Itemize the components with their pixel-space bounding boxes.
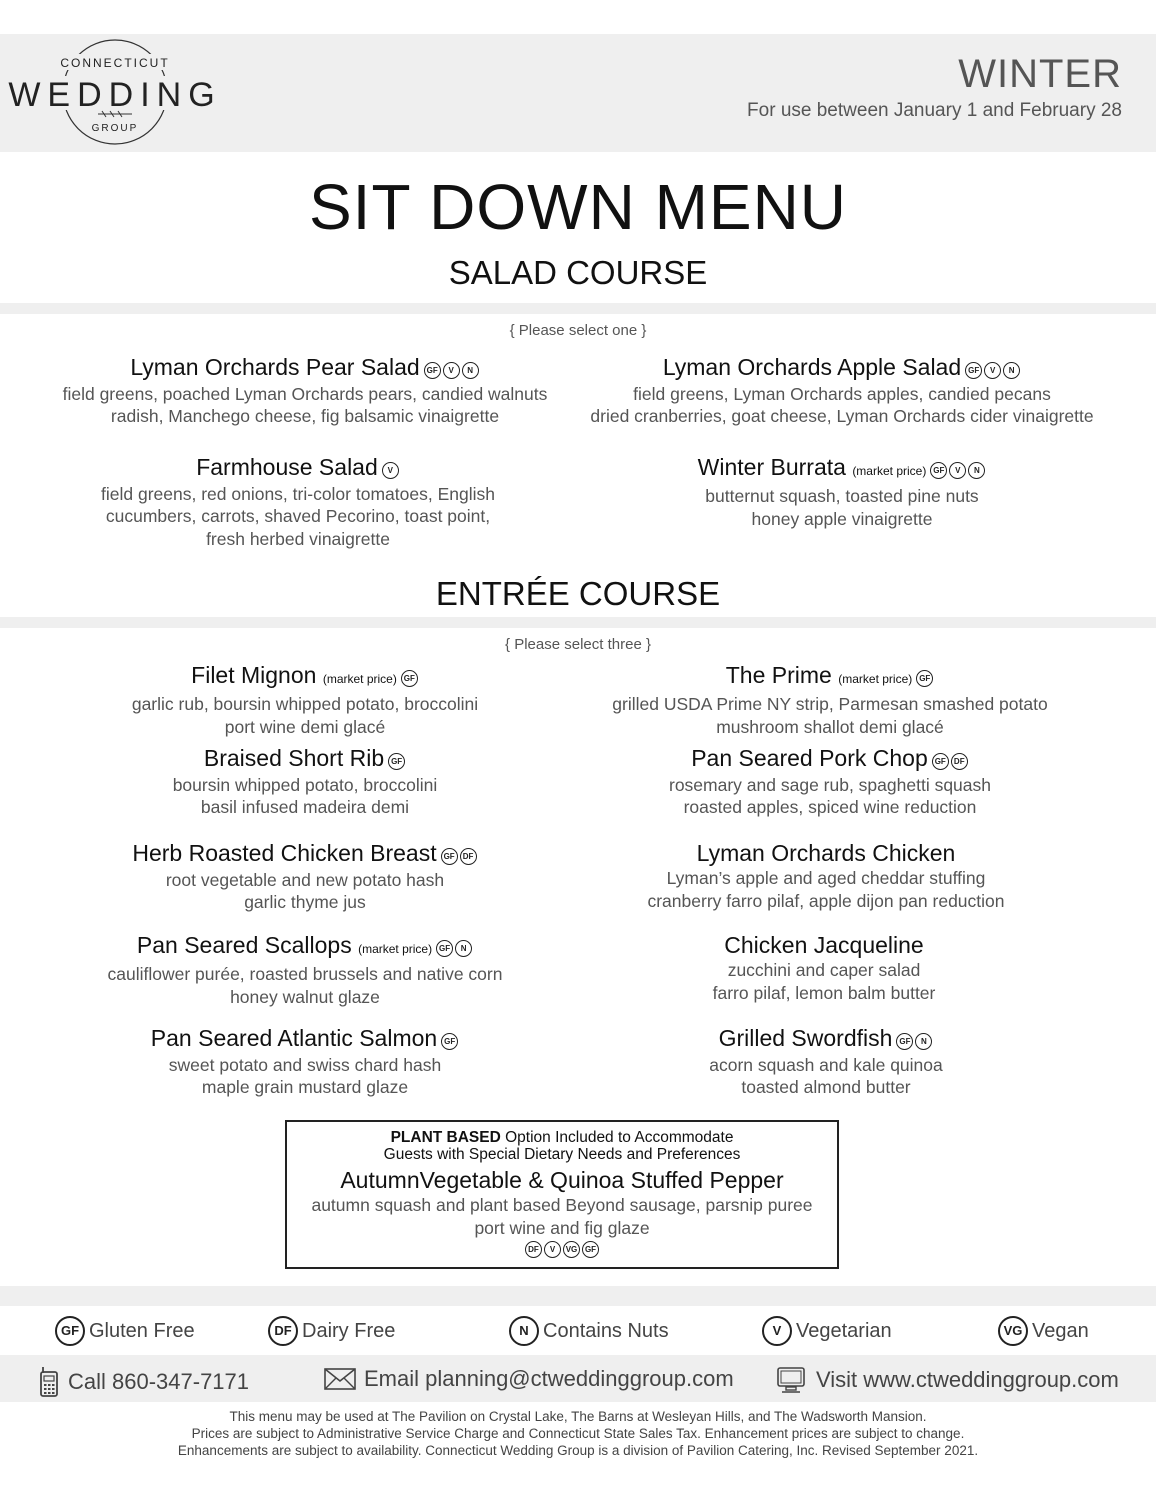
menu-item-desc: radish, Manchego cheese, fig balsamic vinaigrette (110, 406, 500, 427)
menu-item-desc: roasted apples, spiced wine reduction (683, 797, 977, 818)
market-price-note: (market price) (852, 464, 927, 478)
gf-icon: GF (932, 753, 949, 770)
contact-email-text: Email planning@ctweddinggroup.com (364, 1366, 734, 1391)
salad-divider (0, 303, 1156, 314)
plant-based-box (285, 1120, 839, 1269)
menu-item-desc: root vegetable and new potato hash (165, 869, 445, 890)
menu-item-name: Farmhouse Salad (196, 454, 378, 480)
legend-band (0, 1286, 1156, 1306)
menu-item-desc: butternut squash, toasted pine nuts (705, 486, 979, 506)
footer-line-1: This menu may be used at The Pavilion on Crystal Lake, The Barns at Wesleyan Hills, and The Wadsworth Mansion. (229, 1409, 927, 1424)
contact-visit-text: Visit www.ctweddinggroup.com (816, 1367, 1119, 1392)
menu-item-desc: farro pilaf, lemon balm butter (712, 982, 936, 1003)
gf-icon: GF (441, 1033, 458, 1050)
salad-select-note: { Please select one } (509, 322, 647, 339)
plant-badges (287, 1241, 837, 1259)
diet-badges (929, 455, 986, 483)
menu-item-title (35, 353, 575, 383)
gf-icon: GF (424, 362, 441, 379)
plant-dish-name: AutumnVegetable & Quinoa Stuffed Pepper (340, 1167, 784, 1193)
entree-course-title: ENTRÉE COURSE (435, 575, 721, 612)
v-icon: V (984, 362, 1001, 379)
legend-label: Gluten Free (89, 1319, 195, 1342)
menu-item (35, 353, 575, 428)
menu-item-name: The Prime (725, 662, 832, 688)
legend-gluten-free (55, 1316, 195, 1346)
menu-item-name: Winter Burrata (697, 454, 846, 480)
menu-item-desc: honey walnut glaze (230, 986, 380, 1007)
gf-icon: GF (441, 848, 458, 865)
gf-icon: GF (401, 670, 418, 687)
menu-item-title (560, 661, 1100, 693)
footer-notes (0, 1408, 1156, 1459)
menu-item-desc: garlic thyme jus (244, 892, 366, 913)
menu-item-name: Grilled Swordfish (718, 1025, 893, 1051)
menu-item-title (554, 931, 1094, 959)
menu-item-title (28, 453, 568, 483)
menu-item-title (35, 931, 575, 963)
season-title: WINTER (958, 52, 1122, 96)
plant-bold: PLANT BASED (390, 1129, 501, 1146)
diet-badges (915, 663, 934, 691)
menu-item (572, 453, 1112, 530)
diet-badges (440, 841, 478, 869)
legend-label: Dairy Free (302, 1319, 396, 1342)
gf-icon: GF (582, 1241, 599, 1258)
n-icon: N (915, 1033, 932, 1050)
diet-badges (435, 933, 473, 961)
menu-item-desc: cranberry farro pilaf, apple dijon pan reduction (647, 890, 1005, 911)
legend-label: Vegetarian (796, 1319, 892, 1342)
menu-item-desc: maple grain mustard glaze (201, 1077, 409, 1098)
menu-item (35, 1024, 575, 1099)
legend-contains-nuts (509, 1316, 669, 1346)
menu-item-desc: boursin whipped potato, broccolini (172, 774, 438, 795)
legend-vegan (998, 1316, 1089, 1346)
diet-badges (895, 1026, 933, 1054)
plant-desc-line-2: port wine and fig glaze (474, 1218, 650, 1238)
gf-icon: GF (965, 362, 982, 379)
gf-icon: GF (896, 1033, 913, 1050)
gf-icon: GF (55, 1316, 85, 1346)
df-icon: DF (460, 848, 477, 865)
menu-item-name: Pan Seared Atlantic Salmon (150, 1025, 438, 1051)
menu-item-desc: sweet potato and swiss chard hash (168, 1054, 442, 1075)
menu-item-desc: mushroom shallot demi glacé (716, 716, 944, 737)
diet-badges (400, 663, 419, 691)
menu-item-desc: fresh herbed vinaigrette (206, 528, 390, 549)
menu-item-title (35, 744, 575, 774)
diet-badges (387, 746, 406, 774)
market-price-note: (market price) (838, 672, 913, 686)
menu-item-title (35, 839, 575, 869)
gf-icon: GF (916, 670, 933, 687)
menu-item (556, 1024, 1096, 1099)
menu-item-name: Herb Roasted Chicken Breast (132, 840, 437, 866)
diet-badges (423, 355, 480, 383)
legend-dairy-free (268, 1316, 395, 1346)
menu-item-desc: dried cranberries, goat cheese, Lyman Orchards cider vinaigrette (590, 406, 1094, 427)
menu-item (35, 661, 575, 738)
contact-visit[interactable] (776, 1366, 1119, 1394)
logo-line1: CONNECTICUT (60, 56, 170, 70)
diet-badges (931, 746, 969, 774)
n-icon: N (455, 940, 472, 957)
menu-item-desc: honey apple vinaigrette (751, 508, 933, 529)
footer-line-2: Prices are subject to Administrative Service Charge and Connecticut State Sales Tax. Enhancement prices are subject to change. (191, 1426, 965, 1441)
n-icon: N (968, 462, 985, 479)
df-icon: DF (951, 753, 968, 770)
menu-item (554, 931, 1094, 1004)
menu-item (560, 744, 1100, 819)
n-icon: N (509, 1316, 539, 1346)
entree-divider (0, 617, 1156, 628)
menu-item-title (35, 1024, 575, 1054)
legend-vegetarian (762, 1316, 892, 1346)
gf-icon: GF (388, 753, 405, 770)
n-icon: N (1003, 362, 1020, 379)
v-icon: V (382, 462, 399, 479)
logo-line2: WEDDING (8, 76, 222, 114)
menu-item-name: Filet Mignon (191, 662, 317, 688)
menu-item (28, 453, 568, 550)
menu-item (35, 744, 575, 819)
market-price-note: (market price) (322, 672, 397, 686)
menu-item (572, 353, 1112, 428)
menu-item-desc: garlic rub, boursin whipped potato, broccolini (131, 694, 479, 714)
brand-logo (8, 36, 222, 148)
plant-lead2: Guests with Special Dietary Needs and Preferences (383, 1146, 741, 1163)
menu-item-name: Lyman Orchards Pear Salad (130, 354, 420, 380)
menu-item-name: Pan Seared Scallops (136, 932, 352, 958)
menu-item-desc: field greens, Lyman Orchards apples, candied pecans (633, 383, 1051, 404)
salad-course-title: SALAD COURSE (448, 254, 708, 291)
menu-item-title (560, 744, 1100, 774)
season-note: For use between January 1 and February 28 (747, 100, 1122, 121)
diet-badges (964, 355, 1021, 383)
phone-icon (38, 1366, 60, 1398)
menu-item-title (556, 1024, 1096, 1054)
vg-icon: VG (998, 1316, 1028, 1346)
v-icon: V (443, 362, 460, 379)
menu-item-desc: cauliflower purée, roasted brussels and native corn (107, 964, 503, 984)
contact-call-text: Call 860-347-7171 (68, 1369, 250, 1394)
menu-item-desc: Lyman’s apple and aged cheddar stuffing (666, 868, 986, 888)
menu-item-desc: zucchini and caper salad (727, 960, 921, 980)
menu-item-name: Lyman Orchards Chicken (696, 840, 956, 866)
menu-item-desc: rosemary and sage rub, spaghetti squash (669, 774, 991, 795)
contact-email[interactable] (324, 1366, 734, 1392)
gf-icon: GF (436, 940, 453, 957)
market-price-note: (market price) (358, 942, 433, 956)
plant-desc-line-1: autumn squash and plant based Beyond sausage, parsnip puree (311, 1195, 813, 1215)
menu-item-title (572, 453, 1112, 485)
legend-label: Contains Nuts (543, 1319, 669, 1342)
menu-item (35, 839, 575, 914)
v-icon: V (949, 462, 966, 479)
menu-item-desc: basil infused madeira demi (200, 797, 410, 818)
entree-select-note: { Please select three } (505, 636, 651, 653)
contact-call[interactable] (38, 1366, 249, 1398)
menu-item (560, 661, 1100, 738)
menu-item-desc: toasted almond butter (741, 1077, 911, 1098)
logo-line3: GROUP (91, 123, 139, 134)
menu-item-title (35, 661, 575, 693)
page-title: SIT DOWN MENU (308, 171, 848, 243)
plant-lead (287, 1129, 837, 1163)
vg-icon: VG (563, 1241, 580, 1258)
envelope-icon (324, 1368, 356, 1390)
menu-item-desc: port wine demi glacé (224, 716, 386, 737)
menu-item-desc: cucumbers, carrots, shaved Pecorino, toast point, (105, 506, 491, 527)
n-icon: N (462, 362, 479, 379)
menu-item-name: Pan Seared Pork Chop (691, 745, 928, 771)
menu-item-desc: field greens, poached Lyman Orchards pears, candied walnuts (62, 383, 548, 404)
menu-item (556, 839, 1096, 912)
diet-badges (381, 455, 400, 483)
v-icon: V (762, 1316, 792, 1346)
df-icon: DF (525, 1241, 542, 1258)
plant-lead1: Option Included to Accommodate (500, 1129, 734, 1146)
menu-item-desc: grilled USDA Prime NY strip, Parmesan smashed potato (612, 694, 1048, 714)
menu-item-desc: acorn squash and kale quinoa (709, 1054, 943, 1075)
menu-item-name: Braised Short Rib (203, 745, 385, 771)
menu-item-desc: field greens, red onions, tri-color tomatoes, English (101, 483, 495, 504)
menu-item-title (572, 353, 1112, 383)
menu-item-title (556, 839, 1096, 867)
df-icon: DF (268, 1316, 298, 1346)
menu-item-name: Lyman Orchards Apple Salad (662, 354, 962, 380)
legend-label: Vegan (1032, 1319, 1089, 1342)
v-icon: V (544, 1241, 561, 1258)
gf-icon: GF (930, 462, 947, 479)
diet-badges (440, 1026, 459, 1054)
monitor-icon (776, 1366, 806, 1394)
menu-item-name: Chicken Jacqueline (724, 932, 924, 958)
footer-line-3: Enhancements are subject to availability. Connecticut Wedding Group is a division of Pavilion Catering, Inc. Revised September 2021. (177, 1443, 979, 1458)
menu-item (35, 931, 575, 1008)
